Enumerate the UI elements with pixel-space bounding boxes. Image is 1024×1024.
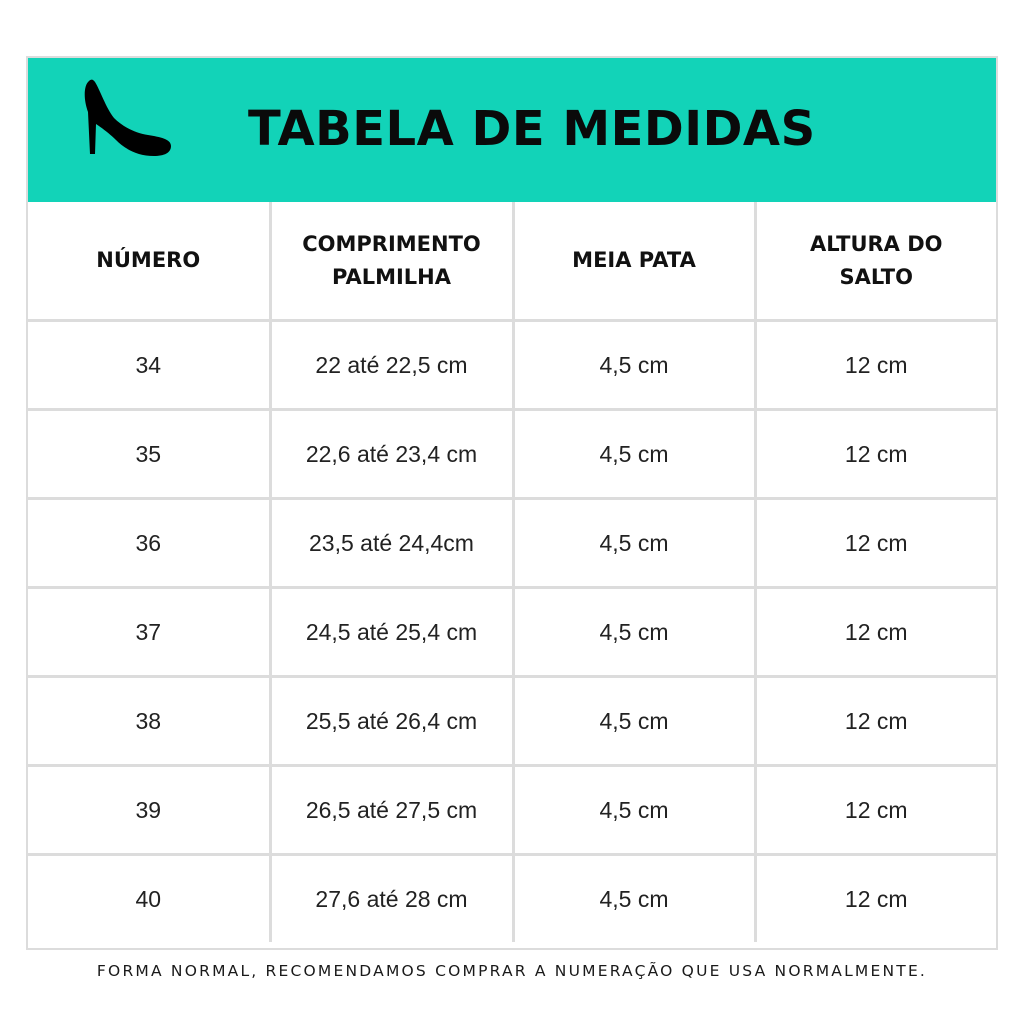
cell-comprimento: 22,6 até 23,4 cm <box>270 410 513 499</box>
cell-comprimento: 22 até 22,5 cm <box>270 321 513 410</box>
table-row <box>28 588 996 677</box>
size-chart <box>26 56 998 950</box>
cell-comprimento: 27,6 até 28 cm <box>270 855 513 943</box>
cell-numero: 34 <box>28 321 270 410</box>
footnote: FORMA NORMAL, RECOMENDAMOS COMPRAR A NUMERAÇÃO QUE USA NORMALMENTE. <box>96 962 928 980</box>
cell-altura-salto: 12 cm <box>755 588 996 677</box>
column-header-altura-do-salto-text: ALTURA DO SALTO <box>809 231 943 289</box>
cell-altura-salto: 12 cm <box>755 321 996 410</box>
cell-meia-pata: 4,5 cm <box>513 766 755 855</box>
cell-meia-pata: 4,5 cm <box>513 410 755 499</box>
cell-comprimento: 24,5 até 25,4 cm <box>270 588 513 677</box>
cell-comprimento: 25,5 até 26,4 cm <box>270 677 513 766</box>
cell-numero: 37 <box>28 588 270 677</box>
column-header-meia-pata: MEIA PATA <box>513 202 755 321</box>
table-header-row <box>28 202 996 321</box>
size-table <box>28 202 996 942</box>
table-row <box>28 499 996 588</box>
cell-altura-salto: 12 cm <box>755 499 996 588</box>
table-row <box>28 766 996 855</box>
cell-meia-pata: 4,5 cm <box>513 499 755 588</box>
column-header-comprimento-palmilha-text: COMPRIMENTO PALMILHA <box>302 231 481 289</box>
column-header-altura-do-salto <box>755 202 996 321</box>
header-banner <box>28 58 996 202</box>
column-header-comprimento-palmilha <box>270 202 513 321</box>
cell-meia-pata: 4,5 cm <box>513 677 755 766</box>
cell-numero: 38 <box>28 677 270 766</box>
page-title: TABELA DE MEDIDAS <box>248 101 816 157</box>
cell-altura-salto: 12 cm <box>755 855 996 943</box>
table-row <box>28 410 996 499</box>
column-header-numero: NÚMERO <box>28 202 270 321</box>
cell-altura-salto: 12 cm <box>755 410 996 499</box>
cell-numero: 36 <box>28 499 270 588</box>
table-row <box>28 321 996 410</box>
cell-meia-pata: 4,5 cm <box>513 855 755 943</box>
cell-comprimento: 23,5 até 24,4cm <box>270 499 513 588</box>
cell-altura-salto: 12 cm <box>755 677 996 766</box>
cell-meia-pata: 4,5 cm <box>513 588 755 677</box>
cell-numero: 39 <box>28 766 270 855</box>
cell-comprimento: 26,5 até 27,5 cm <box>270 766 513 855</box>
cell-numero: 35 <box>28 410 270 499</box>
cell-altura-salto: 12 cm <box>755 766 996 855</box>
table-row <box>28 677 996 766</box>
high-heel-shoe-icon <box>80 76 172 160</box>
cell-numero: 40 <box>28 855 270 943</box>
table-row <box>28 855 996 943</box>
cell-meia-pata: 4,5 cm <box>513 321 755 410</box>
